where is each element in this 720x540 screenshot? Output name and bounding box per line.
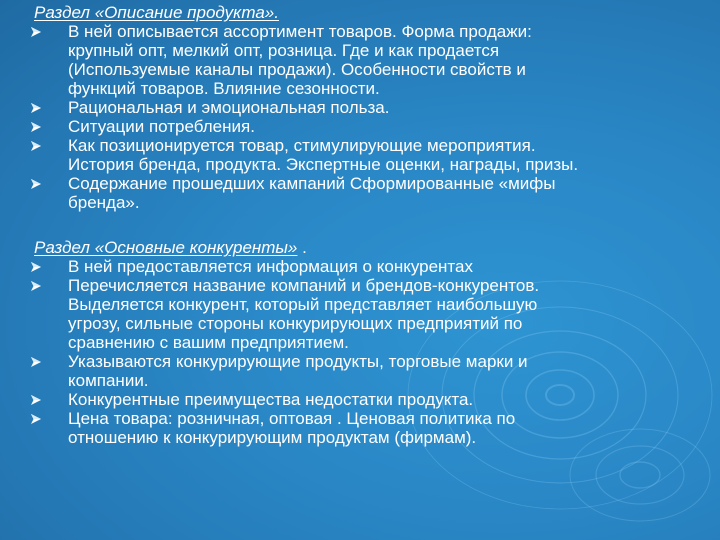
section-title-line [34,238,710,257]
bullet-text-line: В ней описывается ассортимент товаров. Форма продажи: [68,22,532,41]
bullet-text-line: компании. [68,371,149,390]
arrowhead-bullet-icon [30,121,42,133]
bullet-text-line: функций товаров. Влияние сезонности. [68,79,380,98]
bullet-text-line: угрозу, сильные стороны конкурирующих предприятий по [68,314,523,333]
bullet-item [34,22,710,98]
bullet-list [34,22,710,212]
bullet-item [34,352,710,390]
bullet-item [34,136,710,174]
section-title-main-competitors: Раздел «Основные конкуренты» [34,238,298,257]
bullet-item [34,257,710,276]
bullet-text-line: Ситуации потребления. [68,117,255,136]
arrowhead-bullet-icon [30,394,42,406]
bullet-text-line: Рациональная и эмоциональная польза. [68,98,390,117]
bullet-text-line: Как позиционируется товар, стимулирующие мероприятия. [68,136,536,155]
bullet-item [34,98,710,117]
bullet-text-line: (Используемые каналы продажи). Особенности свойств и [68,60,526,79]
bullet-text-line: Указываются конкурирующие продукты, торговые марки и [68,352,528,371]
section-main-competitors [34,238,710,447]
bullet-text-line: Перечисляется название компаний и брендов-конкурентов. [68,276,540,295]
bullet-item [34,174,710,212]
arrowhead-bullet-icon [30,413,42,425]
arrowhead-bullet-icon [30,261,42,273]
section-title-product-description: Раздел «Описание продукта». [34,3,279,22]
bullet-text-line: Содержание прошедших кампаний Сформированные «мифы [68,174,556,193]
arrowhead-bullet-icon [30,140,42,152]
bullet-item [34,276,710,352]
section-gap [34,212,710,238]
slide-content [34,3,710,447]
bullet-text-line: крупный опт, мелкий опт, розница. Где и как продается [68,41,500,60]
arrowhead-bullet-icon [30,178,42,190]
arrowhead-bullet-icon [30,356,42,368]
bullet-text-line: Цена товара: розничная, оптовая . Ценовая политика по [68,409,516,428]
bullet-text-line: бренда». [68,193,140,212]
section-title-suffix: . [297,238,307,257]
bullet-item [34,117,710,136]
bullet-item [34,390,710,409]
bullet-text-line: Выделяется конкурент, который представляет наибольшую [68,295,538,314]
bullet-text-line: отношению к конкурирующим продуктам (фирмам). [68,428,477,447]
arrowhead-bullet-icon [30,26,42,38]
arrowhead-bullet-icon [30,280,42,292]
bullet-item [34,409,710,447]
bullet-text-line: Конкурентные преимущества недостатки продукта. [68,390,474,409]
section-product-description [34,3,710,212]
bullet-text-line: В ней предоставляется информация о конкурентах [68,257,473,276]
arrowhead-bullet-icon [30,102,42,114]
bullet-text-line: сравнению с вашим предприятием. [68,333,349,352]
bullet-text-line: История бренда, продукта. Экспертные оценки, награды, призы. [68,155,579,174]
bullet-list [34,257,710,447]
